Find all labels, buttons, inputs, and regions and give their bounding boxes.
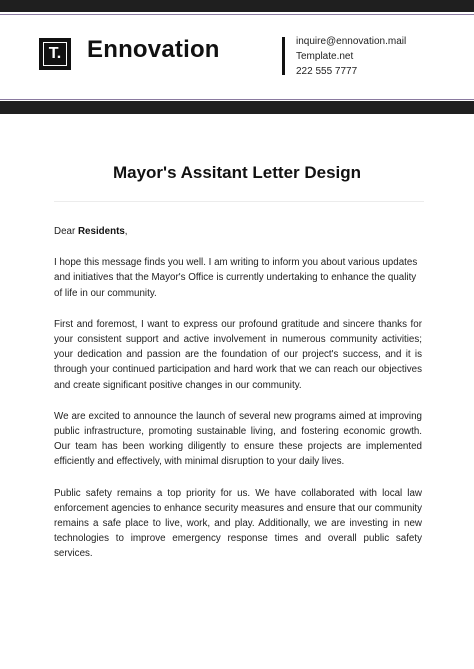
contact-phone: 222 555 7777 — [296, 66, 358, 77]
top-decorative-band — [0, 0, 474, 12]
greeting — [54, 224, 422, 239]
header-divider — [282, 37, 285, 75]
paragraph-gratitude: First and foremost, I want to express our profound gratitude and sincere thanks for your consistent support and active involvement in numerous community activities; your dedication and passion are the foundation of our project's success, and it is through your continued participation and hard work that we can reach our objectives and create significant positive changes in our community. — [54, 318, 422, 391]
bottom-decorative-band — [0, 101, 474, 114]
bottom-accent-line — [0, 99, 474, 100]
contact-email[interactable]: inquire@ennovation.mail — [296, 36, 407, 47]
contact-block — [296, 34, 406, 79]
logo-icon — [39, 38, 71, 70]
contact-website[interactable]: Template.net — [296, 51, 354, 62]
paragraph-programs: We are excited to announce the launch of several new programs aimed at improving public infrastructure, promoting sustainable living, and fostering economic growth. Our team has been working diligently to ensure these projects are implemented efficiently and effectively, with minimal disruption to your daily lives. — [54, 410, 422, 468]
logo-letter: T. — [43, 42, 67, 66]
greeting-suffix: , — [124, 226, 128, 237]
recipient-name: Residents — [77, 226, 125, 237]
document-title: Mayor's Assitant Letter Design — [112, 163, 362, 182]
paragraph-intro: I hope this message finds you well. I am writing to inform you about various updates and initiatives that the Mayor's Office is currently undertaking to enhance the quality of life in our community. — [54, 257, 418, 299]
paragraph-safety: Public safety remains a top priority for us. We have collaborated with local law enforcement agencies to enhance security measures and ensure that our community remains a safe place to live, work, and play. Additionally, we are investing in new technologies to improve emergency response times and overall public safety services. — [54, 487, 422, 560]
title-divider — [54, 201, 424, 202]
greeting-prefix: Dear — [54, 226, 78, 237]
letter-body — [54, 224, 422, 578]
brand-name: Ennovation — [87, 36, 220, 63]
